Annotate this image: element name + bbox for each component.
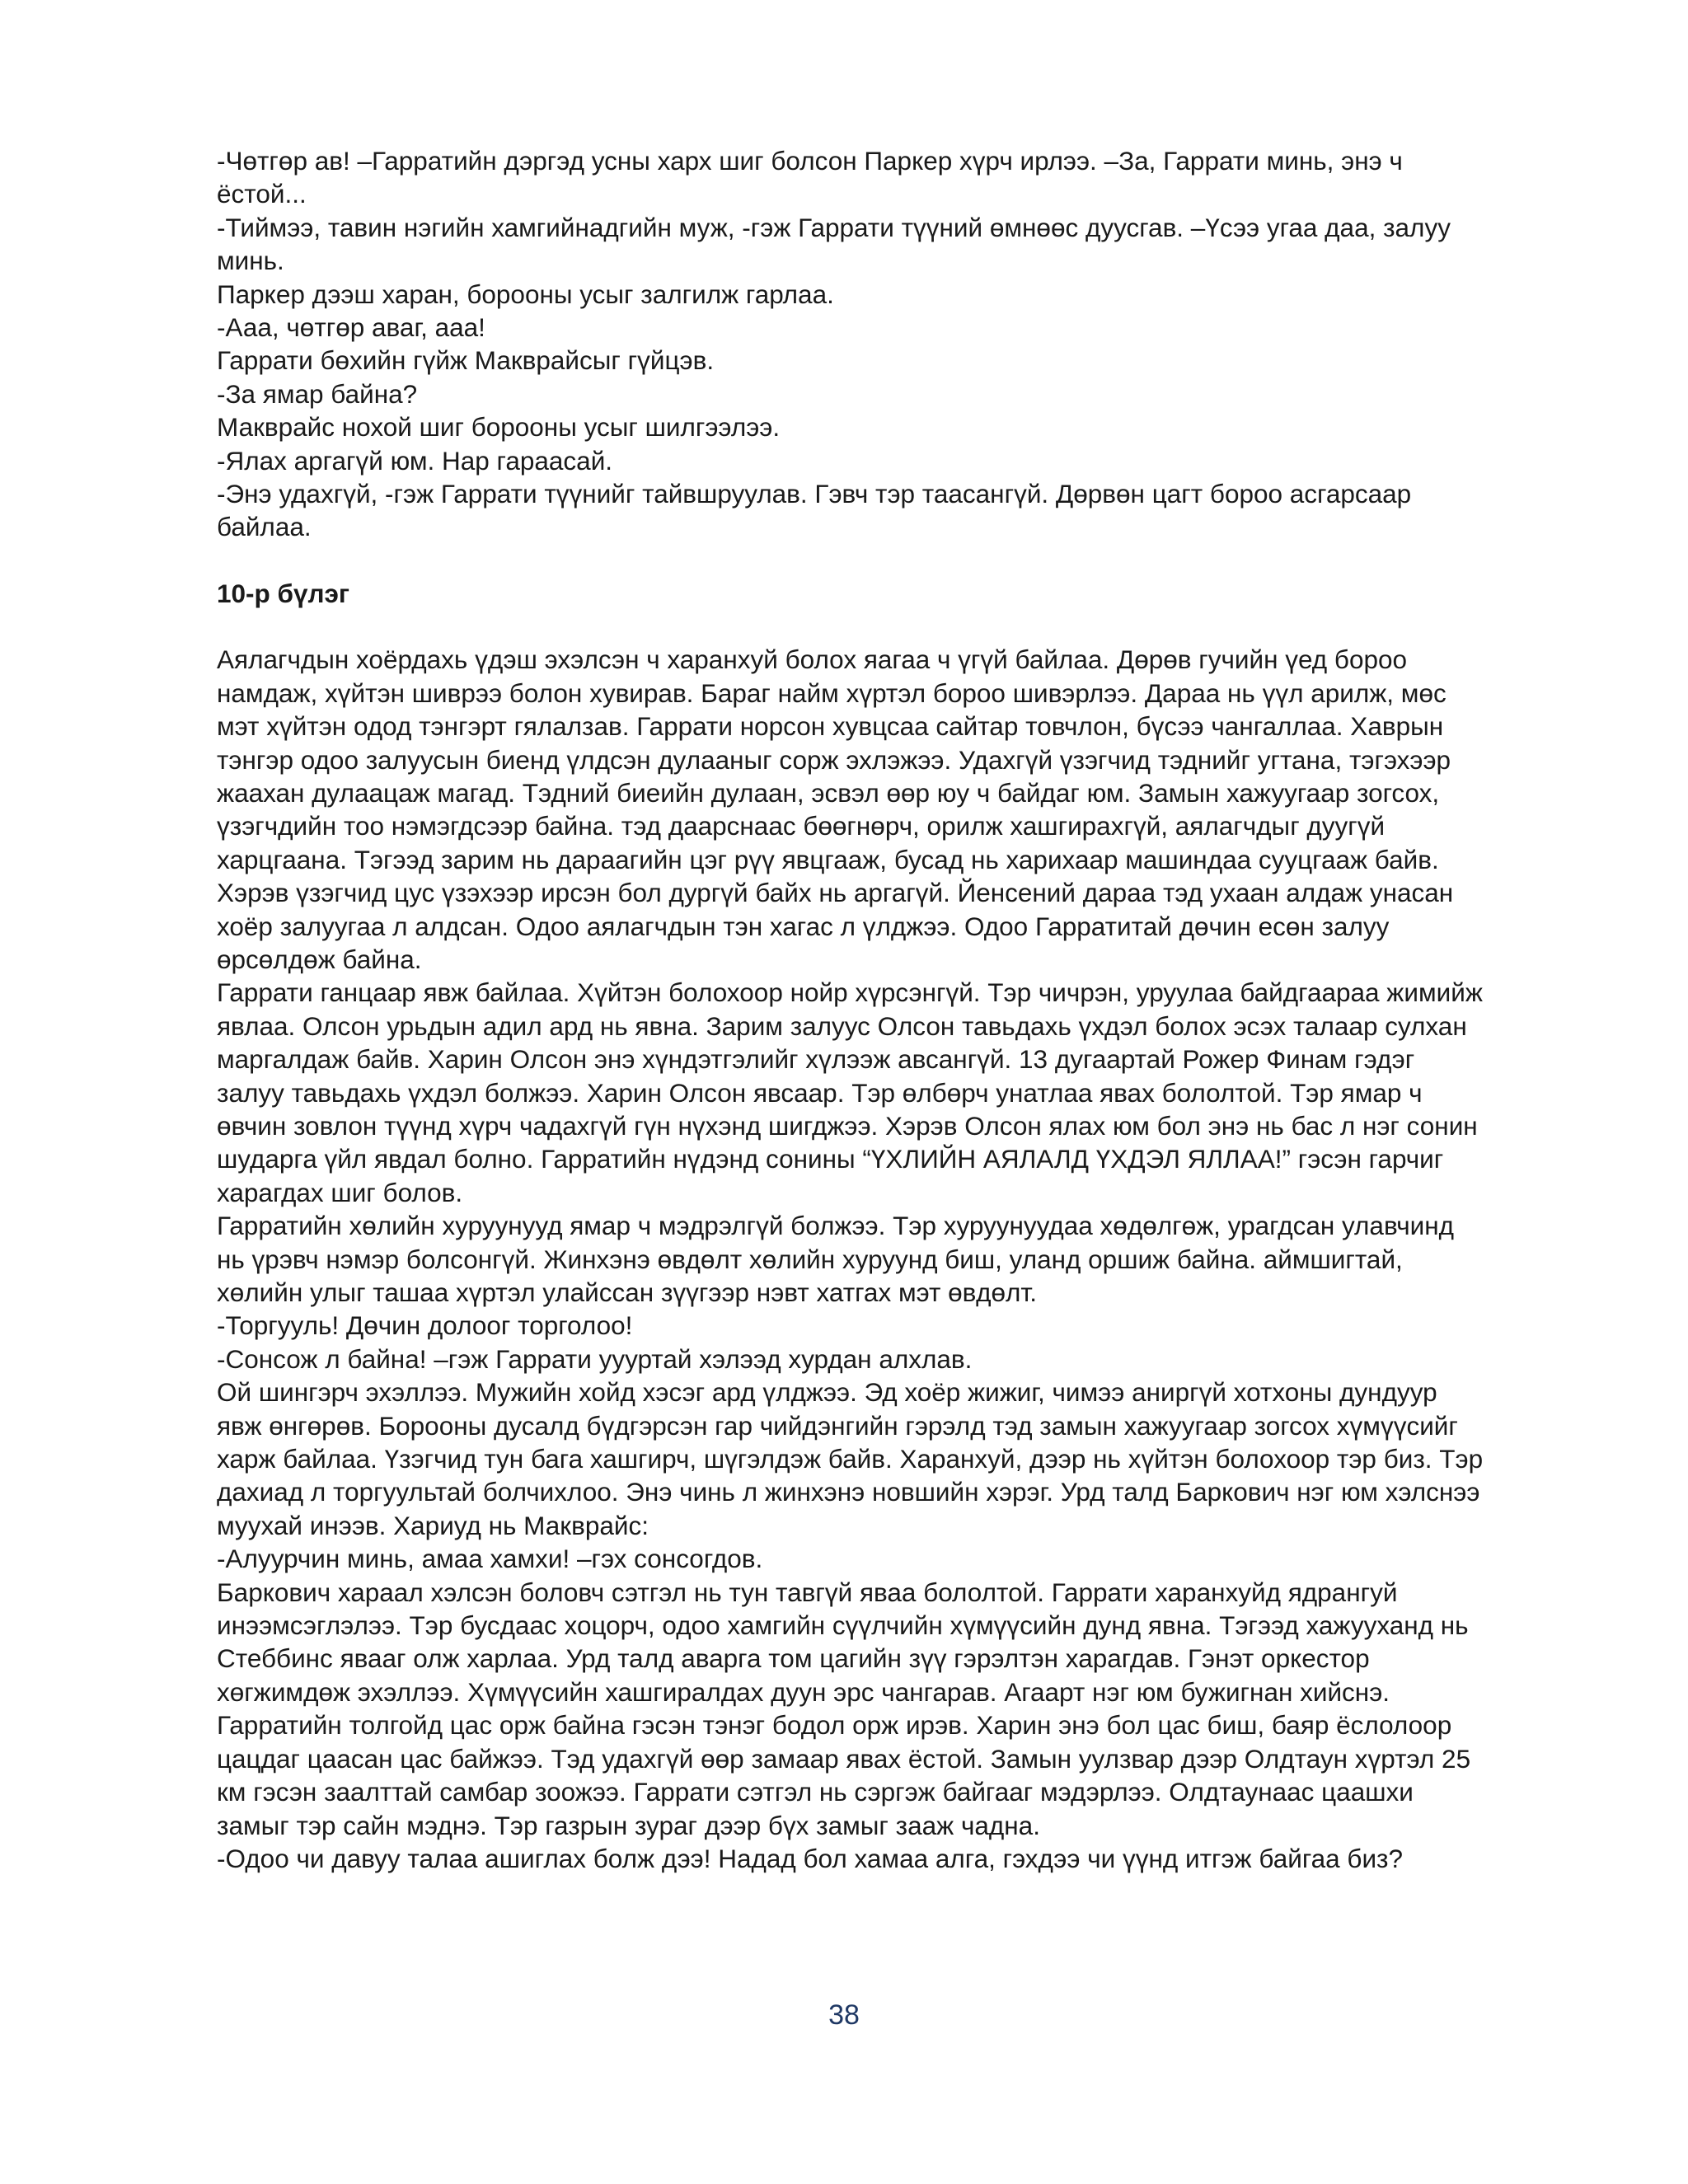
paragraph: -Алуурчин минь, амаа хамхи! –гэх сонсогдов. — [217, 1544, 763, 1574]
paragraph: -Торгууль! Дөчин долоог торголоо! — [217, 1310, 633, 1341]
paragraph: -Одоо чи давуу талаа ашиглах болж дээ! Надад бол хамаа алга, гэхдээ чи үүнд итгэж байгаа биз? — [217, 1843, 1404, 1873]
paragraph: -Энэ удахгүй, -гэж Гаррати түүнийг тайвшруулав. Гэвч тэр таасангүй. Дөрвөн цагт бороо асгарсаар байлаа. — [217, 479, 1412, 542]
paragraph: Гаррати бөхийн гүйж Макврайсыг гүйцэв. — [217, 345, 715, 376]
paragraph: Аялагчдын хоёрдахь үдэш эхэлсэн ч харанхуй болох яагаа ч үгүй байлаа. Дөрөв гучийн үед бороо намдаж, хүйтэн шиврээ болон хувирав. Бараг найм хүртэл бороо шивэрлээ. Дараа нь үүл арилж, мөс мэт хүйтэн одод тэнгэрт гялалзав. Гаррати норсон хувцсаа сайтар товчлон, бүсээ чангаллаа. Хаврын тэнгэр одоо залуусын биенд үлдсэн дулааныг сорж эхлэжээ. Удахгүй үзэгчид тэднийг угтана, тэгэхээр жаахан дулаацаж магад. Тэдний биеийн дулаан, эсвэл өөр юу ч байдаг юм. Замын хажуугаар зогсох, үзэгчдийн тоо нэмэгдсээр байна. тэд даарснаас бөөгнөрч, орилж хашгирахгүй, аялагчдыг дуугүй харцгаана. Тэгээд зарим нь дараагийн цэг рүү явцгааж, бусад нь харихаар машиндаа сууцгааж байв. Хэрэв үзэгчид цус үзэхээр ирсэн бол дургүй байх нь аргагүй. Йенсений дараа тэд ухаан алдаж унасан хоёр залуугаа л алдсан. Одоо аялагчдын тэн хагас л үлджээ. Одоо Гарратитай дөчин есөн залуу өрсөлдөж байна. — [217, 644, 1454, 974]
paragraph: Гарратийн хөлийн хуруунууд ямар ч мэдрэлгүй болжээ. Тэр хуруунуудаа хөдөлгөж, урагдсан улавчинд нь үрэвч нэмэр болсонгүй. Жинхэнэ өвдөлт хөлийн хуруунд биш, уланд оршиж байна. аймшигтай, хөлийн улыг ташаа хүртэл улайссан зүүгээр нэвт хатгах мэт өвдөлт. — [217, 1211, 1455, 1307]
paragraph: -Сонсож л байна! –гэж Гаррати уууртай хэлээд хурдан алхлав. — [217, 1343, 973, 1374]
paragraph: Ой шингэрч эхэллээ. Мужийн хойд хэсэг ард үлджээ. Эд хоёр жижиг, чимээ аниргүй хотхоны дундуур явж өнгөрөв. Борооны дусалд бүдгэрсэн гар чийдэнгийн гэрэлд тэд замын хажуугаар зогсох хүмүүсийг харж байлаа. Үзэгчид тун бага хашгирч, шүгэлдэж байв. Харанхуй, дээр нь хүйтэн болохоор тэр биз. Тэр дахиад л торгуультай болчихлоо. Энэ чинь л жинхэнэ новшийн хэрэг. Урд талд Баркович нэг юм хэлснээ муухай инээв. Хариуд нь Макврайс: — [217, 1377, 1484, 1540]
page-number: 38 — [828, 1999, 860, 2031]
paragraph: Баркович хараал хэлсэн боловч сэтгэл нь тун тавгүй яваа бололтой. Гаррати харанхуйд ядрангуй инээмсэглэлээ. Тэр бусдаас хоцорч, одоо хамгийн сүүлчийн хүмүүсийн дунд явна. Тэгээд хажууханд нь Стеббинс явааг олж харлаа. Урд талд аварга том цагийн зүү гэрэлтэн харагдав. Гэнэт оркестор хөгжимдөж эхэллээ. Хүмүүсийн хашгиралдах дуун эрс чангарав. Агаарт нэг юм бужигнан хийснэ. Гарратийн толгойд цас орж байна гэсэн тэнэг бодол орж ирэв. Харин энэ бол цас биш, баяр ёслолоор цацдаг цаасан цас байжээ. Тэд удахгүй өөр замаар явах ёстой. Замын уулзвар дээр Олдтаун хүртэл 25 км гэсэн заалттай самбар зоожээ. Гаррати сэтгэл нь сэргэж байгааг мэдэрлээ. Олдтаунаас цаашхи замыг тэр сайн мэднэ. Тэр газрын зураг дээр бүх замыг зааж чадна. — [217, 1577, 1471, 1840]
paragraph: -Ялах аргагүй юм. Нар гараасай. — [217, 445, 613, 476]
paragraph: -Чөтгөр ав! –Гарратийн дэргэд усны харх шиг болсон Паркер хүрч ирлээ. –За, Гаррати минь, энэ ч ёстой... — [217, 146, 1403, 209]
paragraph: -Ааа, чөтгөр аваг, ааа! — [217, 312, 485, 343]
paragraph: -За ямар байна? — [217, 378, 418, 409]
paragraph: Гаррати ганцаар явж байлаа. Хүйтэн болохоор нойр хүрсэнгүй. Тэр чичрэн, уруулаа байдгаараа жимийж явлаа. Олсон урьдын адил ард нь явна. Зарим залуус Олсон тавьдахь үхдэл болох эсэх талаар сулхан маргалдаж байв. Харин Олсон энэ хүндэтгэлийг хүлээж авсангүй. 13 дугаартай Рожер Финам гэдэг залуу тавьдахь үхдэл болжээ. Харин Олсон явсаар. Тэр өлбөрч унатлаа явах бололтой. Тэр ямар ч өвчин зовлон түүнд хүрч чадахгүй гүн нүхэнд шигджээ. Хэрэв Олсон ялах юм бол энэ нь бас л нэг сонин шударга үйл явдал болно. Гарратийн нүдэнд сонины “ҮХЛИЙН АЯЛАЛД ҮХДЭЛ ЯЛЛАА!” гэсэн гарчиг харагдах шиг болов. — [217, 977, 1483, 1207]
paragraph: Паркер дээш харан, борооны усыг залгилж гарлаа. — [217, 279, 834, 309]
chapter-heading: 10-р бүлэг — [217, 578, 350, 608]
paragraph: Макврайс нохой шиг борооны усыг шилгээлээ. — [217, 412, 781, 443]
paragraph: -Тиймээ, тавин нэгийн хамгийнадгийн муж, -гэж Гаррати түүний өмнөөс дуусгав. –Үсээ угаа даа, залуу минь. — [217, 212, 1451, 276]
document-body — [217, 144, 1486, 1875]
